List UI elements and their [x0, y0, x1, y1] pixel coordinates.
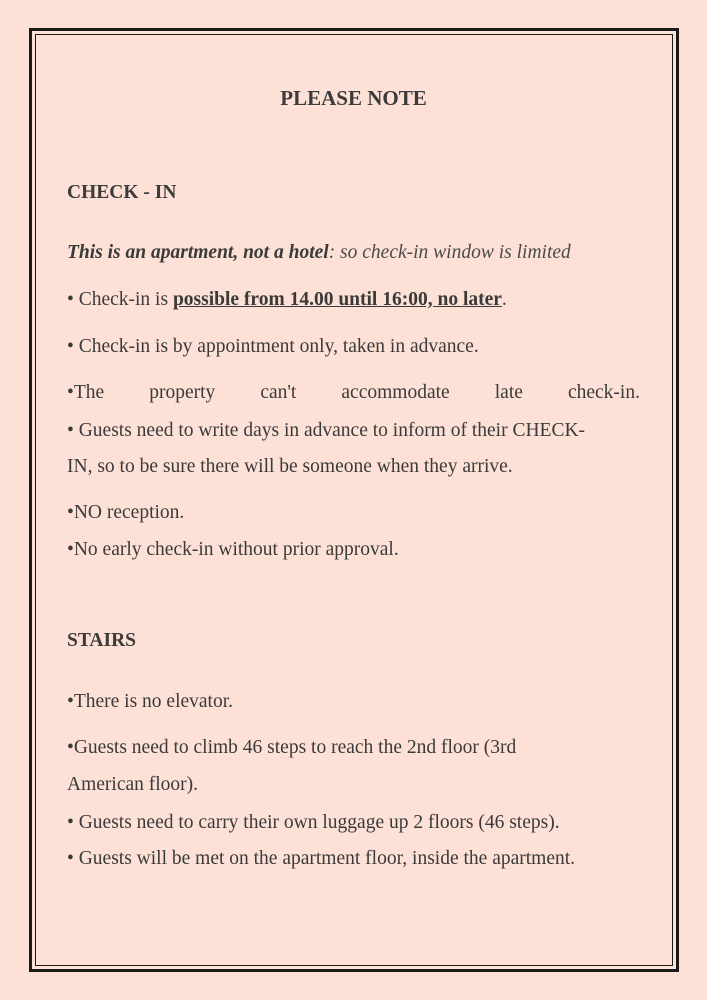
late-word: accommodate [341, 382, 450, 403]
checkin-bullet-late [67, 381, 640, 405]
checkin-intro-rest: : so check-in window is limited [328, 242, 571, 263]
page-title: PLEASE NOTE [280, 86, 427, 110]
checkin-bullet-early: •No early check-in without prior approval. [67, 539, 399, 560]
checkin-bullet-appointment: • Check-in is by appointment only, taken in advance. [67, 336, 479, 357]
stairs-bullet-steps-line2: American floor). [67, 774, 199, 795]
stairs-bullet-steps-line1: •Guests need to climb 46 steps to reach the 2nd floor (3rd [67, 737, 517, 758]
checkin-bullet-write-line1: • Guests need to write days in advance to inform of their CHECK- [67, 420, 586, 441]
checkin-bullet-time [67, 288, 507, 312]
checkin-time-emphasis: possible from 14.00 until 16:00, no later [172, 289, 502, 310]
stairs-bullet-meeting: • Guests will be met on the apartment floor, inside the apartment. [67, 848, 576, 869]
late-word: can't [260, 382, 297, 403]
checkin-intro-bold: This is an apartment, not a hotel [67, 242, 329, 263]
checkin-heading: CHECK - IN [67, 182, 177, 203]
late-word: property [149, 382, 216, 403]
checkin-bullet-time-suffix: . [501, 289, 507, 310]
late-word: late [494, 382, 523, 403]
late-word: •The [67, 382, 105, 403]
stairs-bullet-luggage: • Guests need to carry their own luggage up 2 floors (46 steps). [67, 812, 560, 833]
stairs-bullet-elevator: •There is no elevator. [67, 691, 234, 712]
checkin-intro [67, 241, 571, 265]
checkin-bullet-time-prefix: • Check-in is [67, 289, 173, 310]
checkin-bullet-reception: •NO reception. [67, 502, 185, 523]
stairs-heading: STAIRS [67, 630, 137, 651]
checkin-bullet-write-line2: IN, so to be sure there will be someone when they arrive. [67, 456, 513, 477]
late-word: check-in. [567, 382, 640, 403]
